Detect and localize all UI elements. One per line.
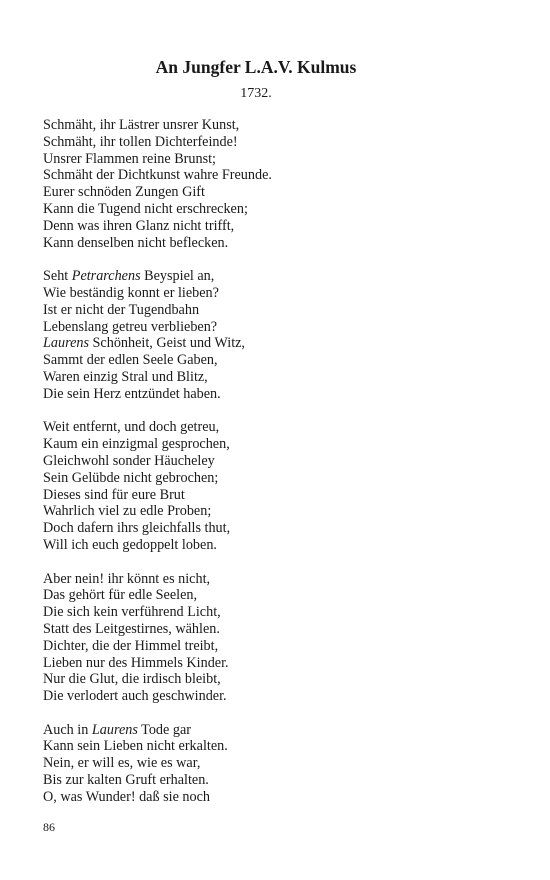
line-text: Weit entfernt, und doch getreu, xyxy=(43,419,220,436)
poem-body xyxy=(43,117,523,822)
line-text: Das gehört für edle Seelen, xyxy=(43,587,198,604)
poem-line xyxy=(43,201,523,218)
poem-line xyxy=(43,369,523,386)
line-text: Tode gar xyxy=(137,721,191,738)
line-text: Kann die Tugend nicht erschrecken; xyxy=(43,200,248,217)
poem-line xyxy=(43,789,523,806)
line-text: Gleichwohl sonder Häucheley xyxy=(43,452,215,469)
line-text: Doch dafern ihrs gleichfalls thut, xyxy=(43,520,231,537)
line-text: Lieben nur des Himmels Kinder. xyxy=(43,654,229,671)
poem-line xyxy=(43,470,523,487)
poem-line xyxy=(43,134,523,151)
line-text: Die sich kein verführend Licht, xyxy=(43,604,221,621)
poem-line xyxy=(43,419,523,436)
line-text: Die verlodert auch geschwinder. xyxy=(43,688,227,705)
line-text: Beyspiel an, xyxy=(140,268,215,285)
poem-line xyxy=(43,571,523,588)
line-text: Kann sein Lieben nicht erkalten. xyxy=(43,738,228,755)
line-text: Unsrer Flammen reine Brunst; xyxy=(43,150,216,167)
poem-line xyxy=(43,184,523,201)
line-text: O, was Wunder! daß sie noch xyxy=(43,788,211,805)
poem-line xyxy=(43,587,523,604)
italic-name: Petrarchens xyxy=(71,268,141,285)
line-text: Auch in xyxy=(43,721,92,738)
poem-line xyxy=(43,688,523,705)
poem-line xyxy=(43,638,523,655)
poem-line xyxy=(43,520,523,537)
poem-line xyxy=(43,655,523,672)
line-text: Schönheit, Geist und Witz, xyxy=(88,335,245,352)
italic-name: Laurens xyxy=(91,721,138,738)
line-text: Schmäht, ihr Lästrer unsrer Kunst, xyxy=(43,117,240,133)
line-text: Sammt der edlen Seele Gaben, xyxy=(43,352,218,369)
italic-name: Laurens xyxy=(43,335,89,352)
line-text: Dichter, die der Himmel treibt, xyxy=(43,637,219,654)
stanza xyxy=(43,571,523,705)
line-text: Lebenslang getreu verblieben? xyxy=(43,318,218,335)
poem-line xyxy=(43,386,523,403)
poem-line xyxy=(43,335,523,352)
poem-line xyxy=(43,537,523,554)
stanza xyxy=(43,722,523,806)
poem-line xyxy=(43,235,523,252)
poem-line xyxy=(43,319,523,336)
poem-line xyxy=(43,167,523,184)
line-text: Wahrlich viel zu edle Proben; xyxy=(43,503,212,520)
line-text: Ist er nicht der Tugendbahn xyxy=(43,301,200,318)
stanza xyxy=(43,268,523,402)
poem-line xyxy=(43,604,523,621)
stanza xyxy=(43,419,523,553)
poem-line xyxy=(43,487,523,504)
poem-line xyxy=(43,671,523,688)
poem-line xyxy=(43,268,523,285)
line-text: Bis zur kalten Gruft erhalten. xyxy=(43,772,209,789)
poem-line xyxy=(43,453,523,470)
line-text: Sein Gelübde nicht gebrochen; xyxy=(43,469,219,486)
poem-line xyxy=(43,285,523,302)
poem-line xyxy=(43,755,523,772)
poem-line xyxy=(43,503,523,520)
page-number: 86 xyxy=(43,820,55,834)
poem-title: An Jungfer L.A.V. Kulmus xyxy=(155,57,357,77)
line-text: Eurer schnöden Zungen Gift xyxy=(43,184,205,201)
poem-line xyxy=(43,302,523,319)
line-text: Schmäht der Dichtkunst wahre Freunde. xyxy=(43,167,272,184)
line-text: Schmäht, ihr tollen Dichterfeinde! xyxy=(43,133,238,150)
poem-line xyxy=(43,436,523,453)
poem-line xyxy=(43,117,523,134)
line-text: Nein, er will es, wie es war, xyxy=(43,755,201,772)
line-text: Nur die Glut, die irdisch bleibt, xyxy=(43,671,221,688)
line-text: Wie beständig konnt er lieben? xyxy=(43,284,219,301)
line-text: Aber nein! ihr könnt es nicht, xyxy=(43,570,211,587)
poem-line xyxy=(43,151,523,168)
poem-year: 1732. xyxy=(240,86,272,101)
line-text: Will ich euch gedoppelt loben. xyxy=(43,536,217,553)
poem-line xyxy=(43,738,523,755)
line-text: Seht xyxy=(43,268,72,285)
poem-line xyxy=(43,772,523,789)
line-text: Kaum ein einzigmal gesprochen, xyxy=(43,436,230,453)
poem-line xyxy=(43,218,523,235)
poem-line xyxy=(43,621,523,638)
poem-line xyxy=(43,352,523,369)
line-text: Kann denselben nicht beflecken. xyxy=(43,234,229,251)
line-text: Die sein Herz entzündet haben. xyxy=(43,385,221,402)
line-text: Statt des Leitgestirnes, wählen. xyxy=(43,620,220,637)
line-text: Dieses sind für eure Brut xyxy=(43,486,185,503)
poem-line xyxy=(43,722,523,739)
line-text: Denn was ihren Glanz nicht trifft, xyxy=(43,217,235,234)
stanza xyxy=(43,117,523,251)
line-text: Waren einzig Stral und Blitz, xyxy=(43,368,208,385)
